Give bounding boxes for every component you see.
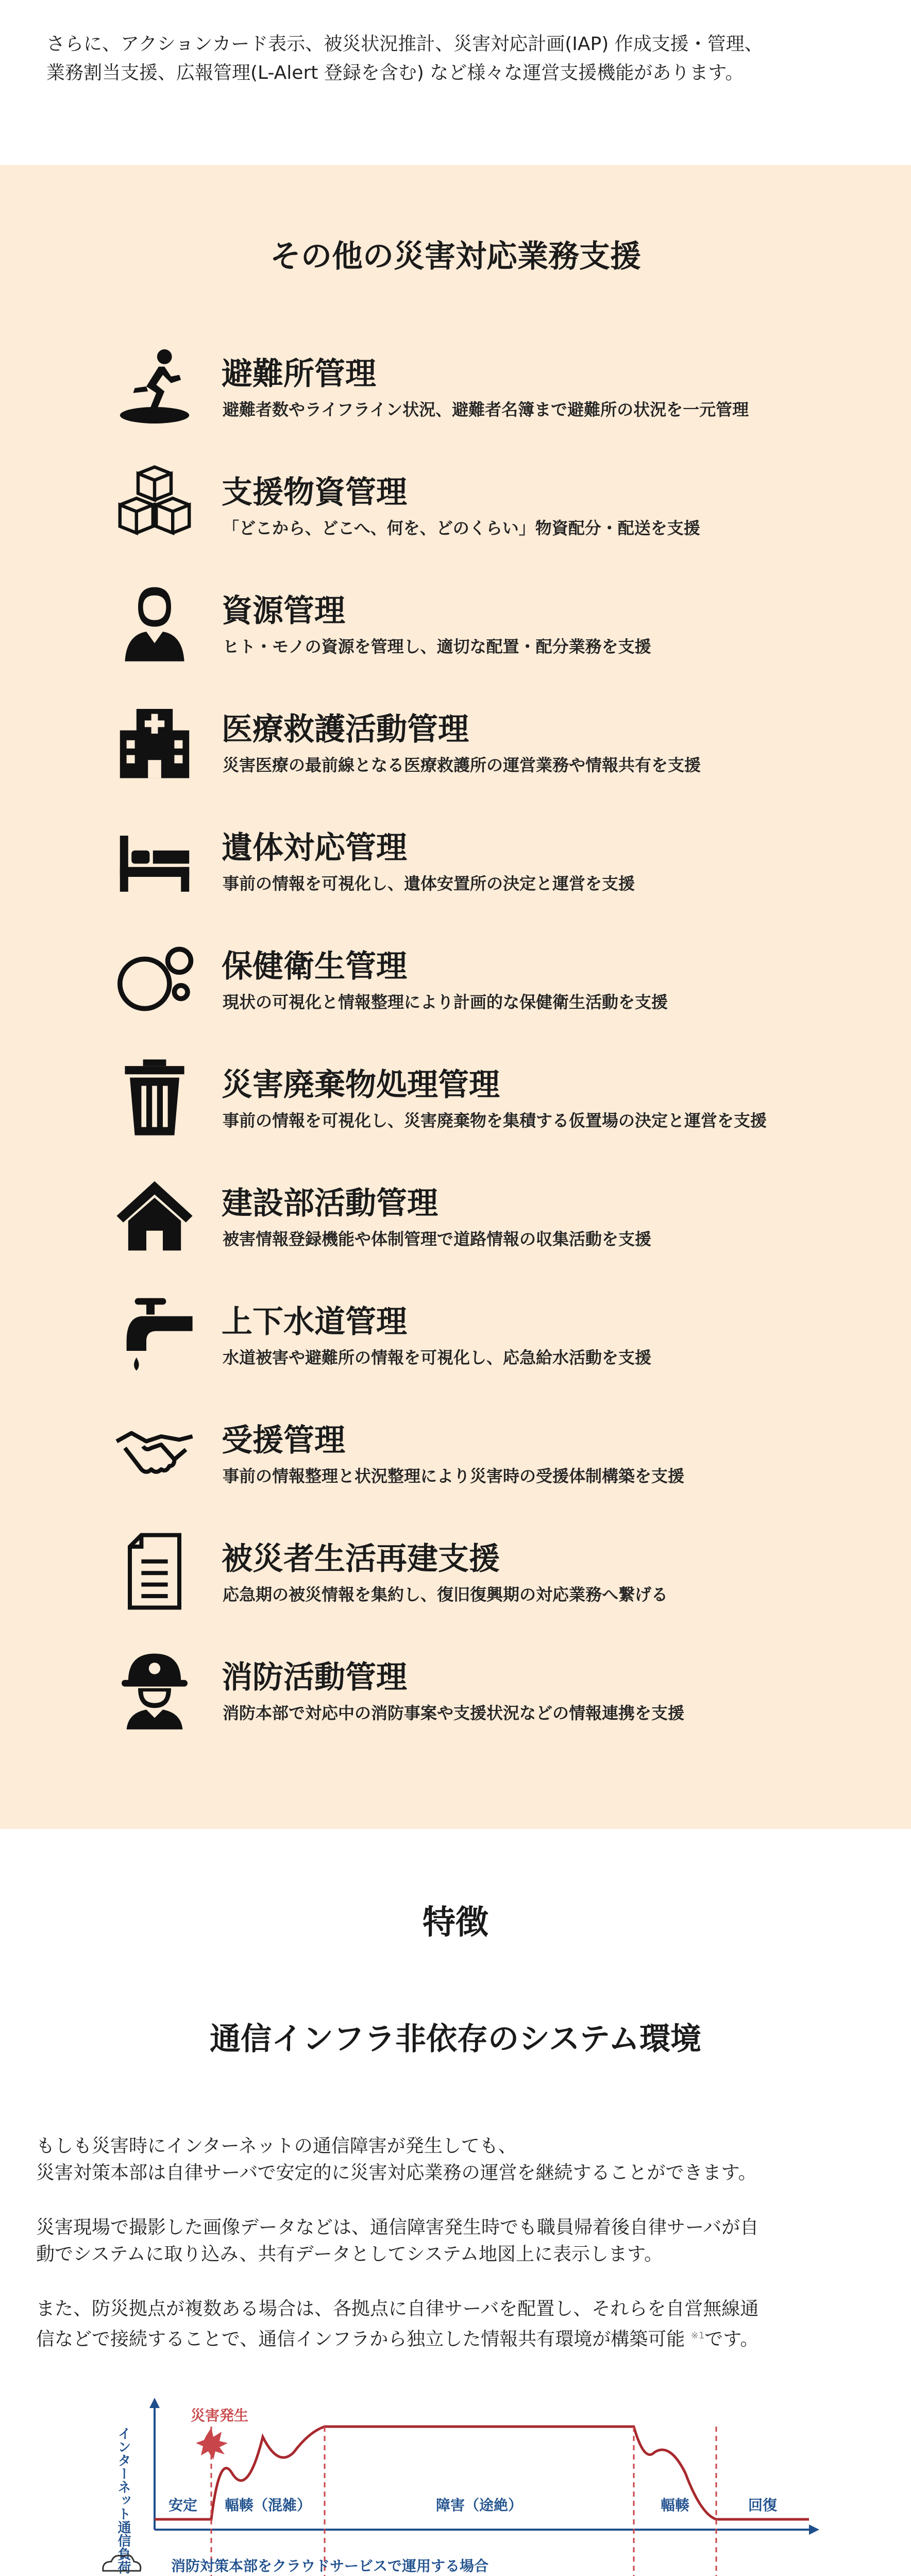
feature-desc: 事前の情報を可視化し、災害廃棄物を集積する仮置場の決定と運営を支援 [223, 1111, 767, 1130]
feature-title: 支援物資管理 [222, 474, 407, 511]
feature-desc: 災害医療の最前線となる医療救護所の運営業務や情報共有を支援 [223, 755, 701, 775]
paragraph-line [36, 2323, 881, 2353]
paragraph-line: 災害現場で撮影した画像データなどは、通信障害発生時でも職員帰着後自律サーバが自 [36, 2217, 759, 2238]
tokucho-title: 特徴 [423, 1904, 488, 1942]
feature-desc: 消防本部で対応中の消防事案や支援状況などの情報連携を支援 [223, 1703, 685, 1723]
cloud-scenario-label: 消防対策本部をクラウドサービスで運用する場合 [171, 2558, 489, 2574]
disaster-label: 災害発生 [191, 2408, 249, 2424]
phase-label: 輻輳（混雑） [224, 2497, 312, 2513]
network-load-diagram [98, 2396, 824, 2576]
feature-title: 建設部活動管理 [222, 1185, 438, 1222]
x-axis-arrow [809, 2524, 819, 2535]
phase-label: 輻輳 [660, 2497, 690, 2513]
feature-desc: 「どこから、どこへ、何を、どのくらい」物資配分・配送を支援 [223, 518, 700, 538]
feature-item [113, 1283, 866, 1386]
paragraph [36, 2214, 881, 2268]
evacuee-running-icon [113, 345, 196, 428]
feature-item [113, 690, 866, 793]
feature-title: 災害廃棄物処理管理 [222, 1067, 500, 1103]
features-section [0, 165, 911, 1829]
feature-title: 保健衛生管理 [222, 948, 407, 985]
feature-item [113, 335, 866, 438]
handshake-icon [113, 1412, 196, 1494]
feature-title: 受援管理 [222, 1422, 345, 1459]
hospital-icon [113, 701, 196, 783]
feature-desc: 事前の情報整理と状況整理により災害時の受援体制構築を支援 [223, 1466, 685, 1486]
paragraph-text: 信などで接続することで、通信インフラから独立した情報共有環境が構築可能 [36, 2329, 685, 2350]
boxes-icon [113, 464, 196, 546]
feature-desc: 水道被害や避難所の情報を可視化し、応急給水活動を支援 [223, 1348, 652, 1367]
house-icon [113, 1175, 196, 1257]
feature-title: 被災者生活再建支援 [222, 1541, 500, 1577]
paragraph [36, 2133, 881, 2187]
feature-item [113, 809, 866, 912]
feature-item [113, 1164, 866, 1267]
y-axis-label: インターネット通信負荷 [116, 2427, 131, 2574]
bed-icon [113, 819, 196, 902]
feature-item [113, 453, 866, 556]
feature-item [113, 572, 866, 675]
feature-desc: 事前の情報を可視化し、遺体安置所の決定と運営を支援 [223, 874, 635, 893]
firefighter-icon [113, 1649, 196, 1731]
paragraph-line: もしも災害時にインターネットの通信障害が発生しても、 [36, 2136, 517, 2157]
paragraph [36, 2296, 881, 2353]
feature-title: 消防活動管理 [222, 1659, 407, 1696]
footnote-mark: ※1 [690, 2330, 705, 2341]
feature-title: 避難所管理 [222, 356, 376, 392]
feature-title: 医療救護活動管理 [222, 711, 469, 748]
intro-text [0, 0, 911, 165]
intro-line-2: 業務割当支援、広報管理(L-Alert 登録を含む) など様々な運営支援機能があります。 [46, 62, 744, 83]
intro-line-1: さらに、アクションカード表示、被災状況推計、災害対応計画(IAP) 作成支援・管理、 [46, 33, 763, 55]
bubbles-icon [113, 938, 196, 1020]
paragraph-line: 災害対策本部は自律サーバで安定的に災害対応業務の運営を継続することができます。 [36, 2162, 757, 2183]
feature-desc: 現状の可視化と情報整理により計画的な保健衛生活動を支援 [223, 992, 668, 1012]
feature-desc: 避難者数やライフライン状況、避難者名簿まで避難所の状況を一元管理 [223, 400, 749, 419]
feature-item [113, 1520, 866, 1623]
paragraph-text: です。 [704, 2329, 759, 2350]
feature-item [113, 1046, 866, 1149]
feature-item [113, 927, 866, 1030]
feature-desc: 応急期の被災情報を集約し、復旧復興期の対応業務へ繋げる [223, 1585, 668, 1604]
feature-title: 上下水道管理 [222, 1304, 407, 1340]
person-icon [113, 582, 196, 665]
paragraph-line: また、防災拠点が複数ある場合は、各拠点に自律サーバを配置し、それらを自営無線通 [36, 2298, 759, 2319]
trash-can-icon [113, 1056, 196, 1139]
phase-label: 回復 [748, 2497, 778, 2513]
feature-title: 資源管理 [222, 593, 345, 629]
feature-item [113, 1401, 866, 1504]
document-icon [113, 1530, 196, 1613]
features-title: その他の災害対応業務支援 [270, 239, 641, 275]
section1-title: 通信インフラ非依存のシステム環境 [210, 2021, 701, 2057]
feature-desc: ヒト・モノの資源を管理し、適切な配置・配分業務を支援 [223, 637, 651, 656]
feature-title: 遺体対応管理 [222, 830, 407, 866]
faucet-icon [113, 1293, 196, 1376]
paragraph-line: 動でシステムに取り込み、共有データとしてシステム地図上に表示します。 [36, 2244, 663, 2265]
phase-label: 障害（途絶） [435, 2497, 523, 2513]
feature-item [113, 1638, 866, 1741]
feature-desc: 被害情報登録機能や体制管理で道路情報の収集活動を支援 [223, 1229, 652, 1249]
y-axis-arrow [149, 2398, 160, 2408]
phase-label: 安定 [168, 2497, 198, 2513]
